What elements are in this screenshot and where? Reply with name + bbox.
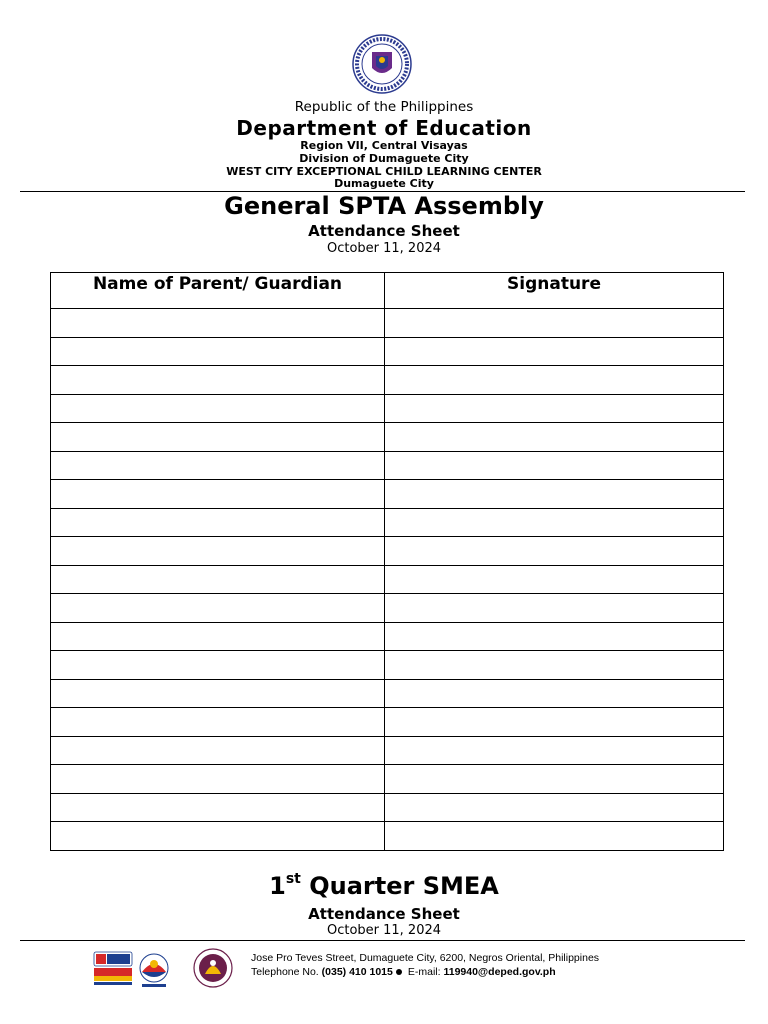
signature-cell[interactable] <box>385 537 724 566</box>
name-cell[interactable] <box>51 651 385 680</box>
signature-cell[interactable] <box>385 480 724 509</box>
name-cell[interactable] <box>51 622 385 651</box>
name-cell[interactable] <box>51 822 385 851</box>
signature-cell[interactable] <box>385 594 724 623</box>
signature-cell[interactable] <box>385 366 724 395</box>
signature-cell[interactable] <box>385 736 724 765</box>
city-label: Dumaguete City <box>334 177 434 190</box>
signature-cell[interactable] <box>385 423 724 452</box>
table-row <box>51 480 724 509</box>
deped-matatag-logo-icon <box>94 952 132 985</box>
name-cell[interactable] <box>51 366 385 395</box>
name-cell[interactable] <box>51 679 385 708</box>
name-cell[interactable] <box>51 394 385 423</box>
second-event-title-text: Quarter SMEA <box>309 872 499 900</box>
table-row <box>51 708 724 737</box>
separator-dot-icon <box>396 969 402 975</box>
name-cell[interactable] <box>51 565 385 594</box>
table-row <box>51 736 724 765</box>
table-row <box>51 451 724 480</box>
table-row <box>51 366 724 395</box>
event-date: October 11, 2024 <box>326 241 442 256</box>
signature-cell[interactable] <box>385 508 724 537</box>
signature-cell[interactable] <box>385 451 724 480</box>
signature-cell[interactable] <box>385 651 724 680</box>
footer-logos <box>92 948 242 990</box>
signature-cell[interactable] <box>385 679 724 708</box>
table-row <box>51 622 724 651</box>
table-row <box>51 594 724 623</box>
school-seal-logo-icon <box>194 949 232 987</box>
attendance-table <box>50 272 724 851</box>
telephone-number: (035) 410 1015 <box>321 966 393 978</box>
signature-cell[interactable] <box>385 309 724 338</box>
name-cell[interactable] <box>51 765 385 794</box>
region-label: Region VII, Central Visayas <box>300 139 468 152</box>
footer-address: Jose Pro Teves Street, Dumaguete City, 6200, Negros Oriental, Philippines <box>251 952 600 964</box>
signature-cell[interactable] <box>385 708 724 737</box>
signature-cell[interactable] <box>385 337 724 366</box>
name-cell[interactable] <box>51 480 385 509</box>
table-row <box>51 337 724 366</box>
event-subtitle: Attendance Sheet <box>308 222 460 240</box>
name-cell[interactable] <box>51 337 385 366</box>
column-header-signature: Signature <box>385 273 724 309</box>
bagong-pilipinas-logo-icon <box>140 954 168 987</box>
name-cell[interactable] <box>51 508 385 537</box>
name-cell[interactable] <box>51 736 385 765</box>
email-label: E-mail: <box>407 966 441 978</box>
table-header-row <box>51 273 724 309</box>
department-title: Department of Education <box>236 116 532 140</box>
email-address: 119940@deped.gov.ph <box>443 966 556 978</box>
signature-cell[interactable] <box>385 622 724 651</box>
name-cell[interactable] <box>51 594 385 623</box>
table-row <box>51 508 724 537</box>
telephone-label: Telephone No. <box>251 966 319 978</box>
ordinal-suffix: st <box>285 871 301 887</box>
table-row <box>51 394 724 423</box>
name-cell[interactable] <box>51 423 385 452</box>
table-row <box>51 822 724 851</box>
second-event-date: October 11, 2024 <box>326 923 442 938</box>
table-row <box>51 537 724 566</box>
table-row <box>51 651 724 680</box>
name-cell[interactable] <box>51 309 385 338</box>
name-cell[interactable] <box>51 793 385 822</box>
school-name: WEST CITY EXCEPTIONAL CHILD LEARNING CENTER <box>226 165 542 178</box>
table-body <box>51 309 724 851</box>
deped-seal-icon <box>346 34 418 94</box>
footer-contact <box>251 966 556 978</box>
division-label: Division of Dumaguete City <box>299 152 469 165</box>
signature-cell[interactable] <box>385 765 724 794</box>
signature-cell[interactable] <box>385 793 724 822</box>
table-row <box>51 423 724 452</box>
name-cell[interactable] <box>51 708 385 737</box>
footer-divider <box>20 940 745 941</box>
second-event-subtitle: Attendance Sheet <box>308 905 460 923</box>
table-row <box>51 679 724 708</box>
event-title: General SPTA Assembly <box>224 192 544 220</box>
signature-cell[interactable] <box>385 394 724 423</box>
name-cell[interactable] <box>51 537 385 566</box>
republic-label: Republic of the Philippines <box>294 99 474 115</box>
table-row <box>51 793 724 822</box>
table-row <box>51 765 724 794</box>
name-cell[interactable] <box>51 451 385 480</box>
column-header-name: Name of Parent/ Guardian <box>51 273 385 309</box>
table-row <box>51 309 724 338</box>
table-row <box>51 565 724 594</box>
signature-cell[interactable] <box>385 822 724 851</box>
ordinal-number: 1 <box>269 872 286 900</box>
second-event-title <box>0 872 768 900</box>
signature-cell[interactable] <box>385 565 724 594</box>
